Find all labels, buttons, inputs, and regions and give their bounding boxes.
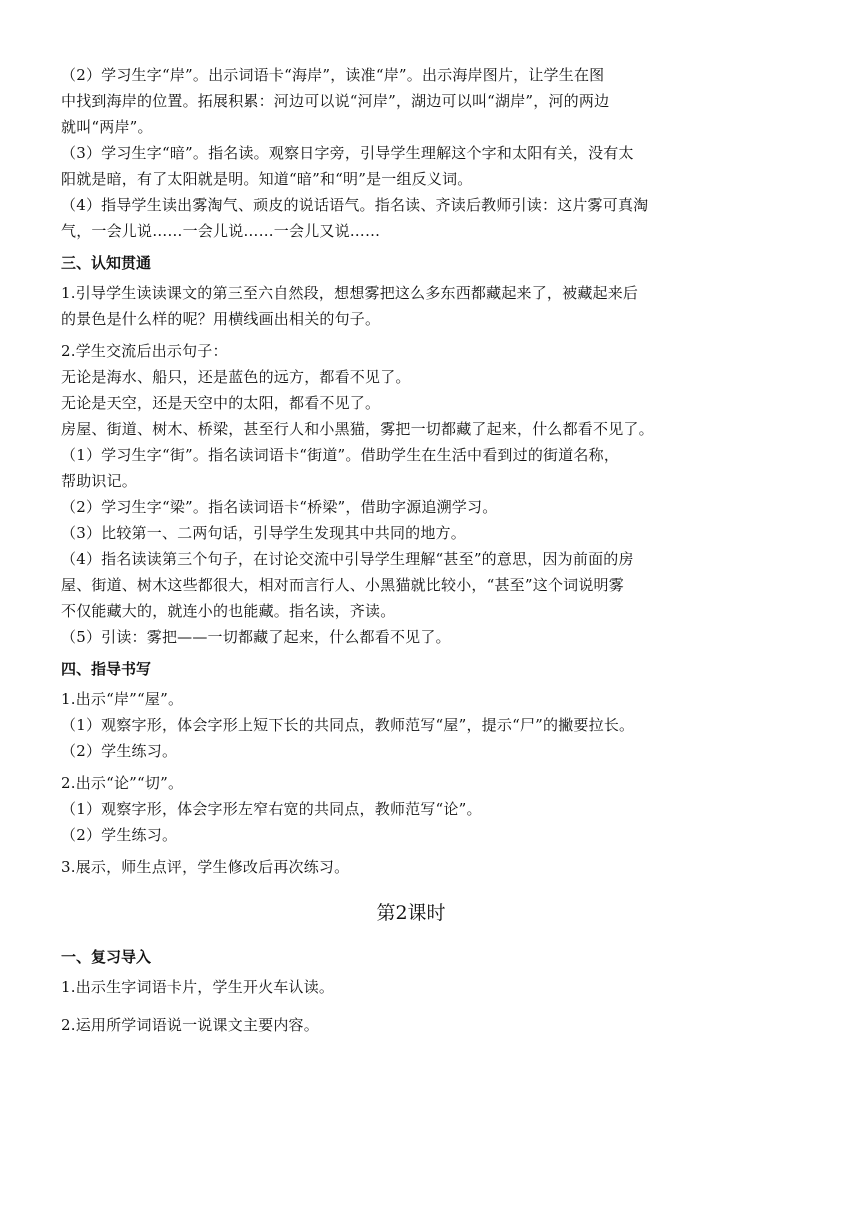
text-line: 不仅能藏大的，就连小的也能藏。指名读，齐读。 bbox=[61, 602, 396, 620]
section-heading: 三、认知贯通 bbox=[61, 254, 152, 272]
text-line: 1.引导学生读读课文的第三至六自然段，想想雾把这么多东西都藏起来了，被藏起来后 bbox=[61, 284, 639, 302]
text-line: 无论是海水、船只，还是蓝色的远方，都看不见了。 bbox=[61, 368, 411, 386]
text-line: （1）学习生字“街”。指名读词语卡“街道”。借助学生在生活中看到过的街道名称， bbox=[61, 446, 620, 464]
text-line: 气，一会儿说……一会儿说……一会儿又说…… bbox=[61, 222, 381, 240]
text-line: 的景色是什么样的呢？用横线画出相关的句子。 bbox=[61, 310, 381, 328]
text-line: （1）观察字形，体会字形左窄右宽的共同点，教师范写“论”。 bbox=[61, 800, 482, 818]
text-line: 2.出示“论”“切”。 bbox=[61, 774, 184, 792]
section-heading: 四、指导书写 bbox=[61, 660, 152, 678]
text-line: 1.出示“岸”“屋”。 bbox=[61, 690, 184, 708]
text-line: 1.出示生字词语卡片，学生开火车认读。 bbox=[61, 978, 335, 996]
text-line: 无论是天空，还是天空中的太阳，都看不见了。 bbox=[61, 394, 381, 412]
text-line: （1）观察字形，体会字形上短下长的共同点，教师范写“屋”，提示“尸”的撇要拉长。 bbox=[61, 716, 635, 734]
text-line: 2.学生交流后出示句子： bbox=[61, 342, 228, 360]
text-line: 3.展示，师生点评，学生修改后再次练习。 bbox=[61, 858, 350, 876]
section-heading: 一、复习导入 bbox=[61, 948, 152, 966]
text-line: （2）学生练习。 bbox=[61, 742, 178, 760]
text-line: 就叫“两岸”。 bbox=[61, 118, 153, 136]
text-line: 阳就是暗，有了太阳就是明。知道“暗”和“明”是一组反义词。 bbox=[61, 170, 473, 188]
text-line: （4）指导学生读出雾淘气、顽皮的说话语气。指名读、齐读后教师引读：这片雾可真淘 bbox=[61, 196, 649, 214]
text-line: （4）指名读读第三个句子，在讨论交流中引导学生理解“甚至”的意思，因为前面的房 bbox=[61, 550, 634, 568]
text-line: （3）学习生字“暗”。指名读。观察日字旁，引导学生理解这个字和太阳有关，没有太 bbox=[61, 144, 634, 162]
text-line: 2.运用所学词语说一说课文主要内容。 bbox=[61, 1016, 319, 1034]
text-line: （2）学习生字“岸”。出示词语卡“海岸”，读准“岸”。出示海岸图片，让学生在图 bbox=[61, 66, 605, 84]
document-page bbox=[61, 62, 761, 1038]
text-line: （2）学习生字“梁”。指名读词语卡“桥梁”，借助字源追溯学习。 bbox=[61, 498, 498, 516]
text-line: 屋、街道、树木这些都很大，相对而言行人、小黑猫就比较小，“甚至”这个词说明雾 bbox=[61, 576, 624, 594]
text-line: （5）引读：雾把——一切都藏了起来，什么都看不见了。 bbox=[61, 628, 451, 646]
text-line: 中找到海岸的位置。拓展积累：河边可以说“河岸”，湖边可以叫“湖岸”，河的两边 bbox=[61, 92, 610, 110]
text-line: 帮助识记。 bbox=[61, 472, 138, 490]
text-line: （2）学生练习。 bbox=[61, 826, 178, 844]
text-line: 房屋、街道、树木、桥梁，甚至行人和小黑猫，雾把一切都藏了起来，什么都看不见了。 bbox=[61, 420, 654, 438]
lesson-title: 第2课时 bbox=[376, 902, 446, 924]
text-line: （3）比较第一、二两句话，引导学生发现其中共同的地方。 bbox=[61, 524, 466, 542]
